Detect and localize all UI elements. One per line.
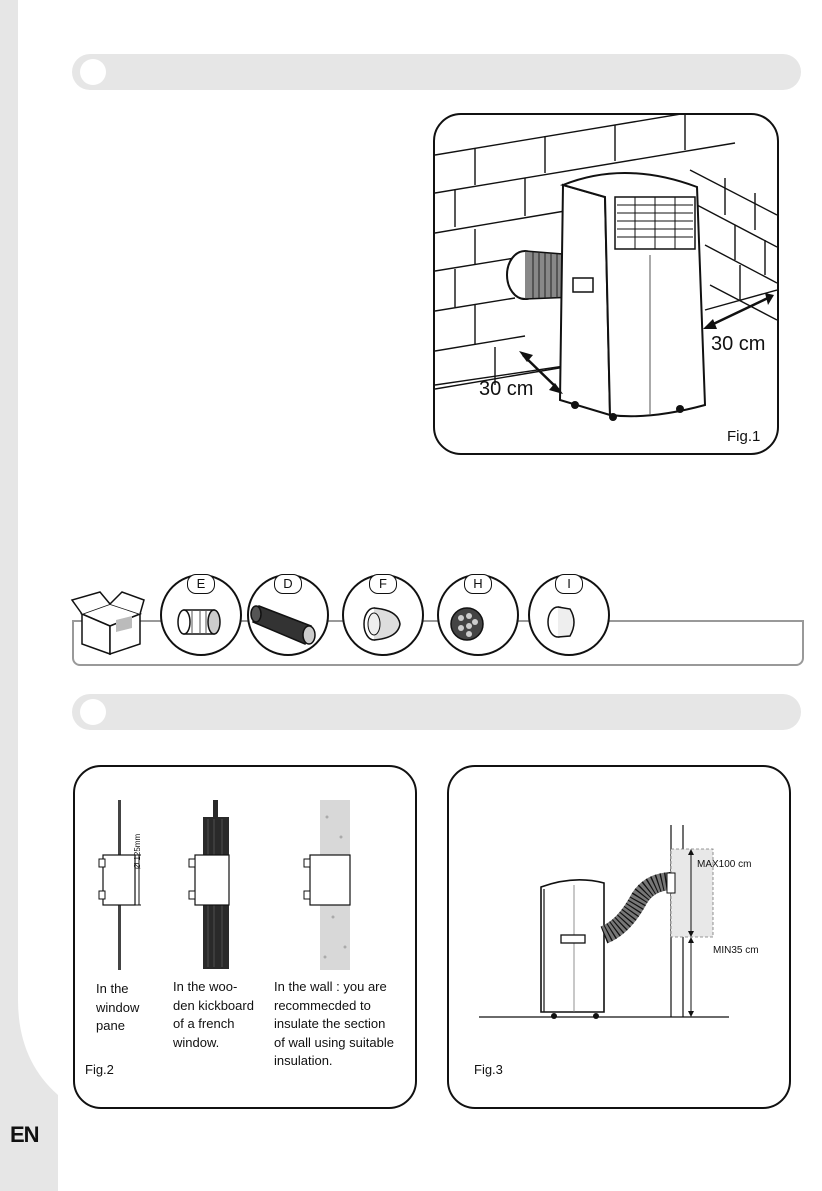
accessory-letter: D — [274, 574, 302, 594]
figure-3-label: Fig.3 — [474, 1062, 503, 1077]
caption-wooden-kickboard: In the woo- den kickboard of a french window. — [173, 979, 254, 1050]
accessory-letter: H — [464, 574, 492, 594]
figure-2-label: Fig.2 — [85, 1062, 114, 1077]
accessory-e — [160, 574, 242, 656]
accessory-letter: E — [187, 574, 215, 594]
accessory-f — [342, 574, 424, 656]
accessory-h — [437, 574, 519, 656]
accessory-d — [247, 574, 329, 656]
left-clearance-label: 30 cm — [479, 378, 534, 400]
section-number-circle — [80, 59, 106, 85]
figure-3-box — [447, 765, 791, 1109]
language-code: EN — [10, 1122, 39, 1147]
language-side-tab — [0, 0, 58, 1191]
wall-height-illustration — [449, 767, 789, 1107]
right-clearance-label: 30 cm — [711, 333, 766, 355]
accessory-letter: F — [369, 574, 397, 594]
max-height-label: MAX100 cm — [697, 859, 752, 870]
min-height-label: MIN35 cm — [713, 945, 759, 956]
figure-1-box — [433, 113, 779, 455]
figure-2-box — [73, 765, 417, 1109]
section-number-circle — [80, 699, 106, 725]
caption-window-pane: In the window pane — [96, 981, 140, 1033]
section-header-bar-1 — [72, 54, 801, 90]
ac-clearance-illustration — [435, 115, 777, 453]
section-header-bar-2 — [72, 694, 801, 730]
diameter-label: Ø 125mm — [133, 833, 142, 869]
box-icon — [70, 586, 146, 656]
accessory-letter: I — [555, 574, 583, 594]
accessory-i — [528, 574, 610, 656]
figure-1-label: Fig.1 — [727, 428, 761, 445]
caption-wall: In the wall : you are recommecded to insulate the section of wall using suitable insulation. — [274, 979, 394, 1068]
